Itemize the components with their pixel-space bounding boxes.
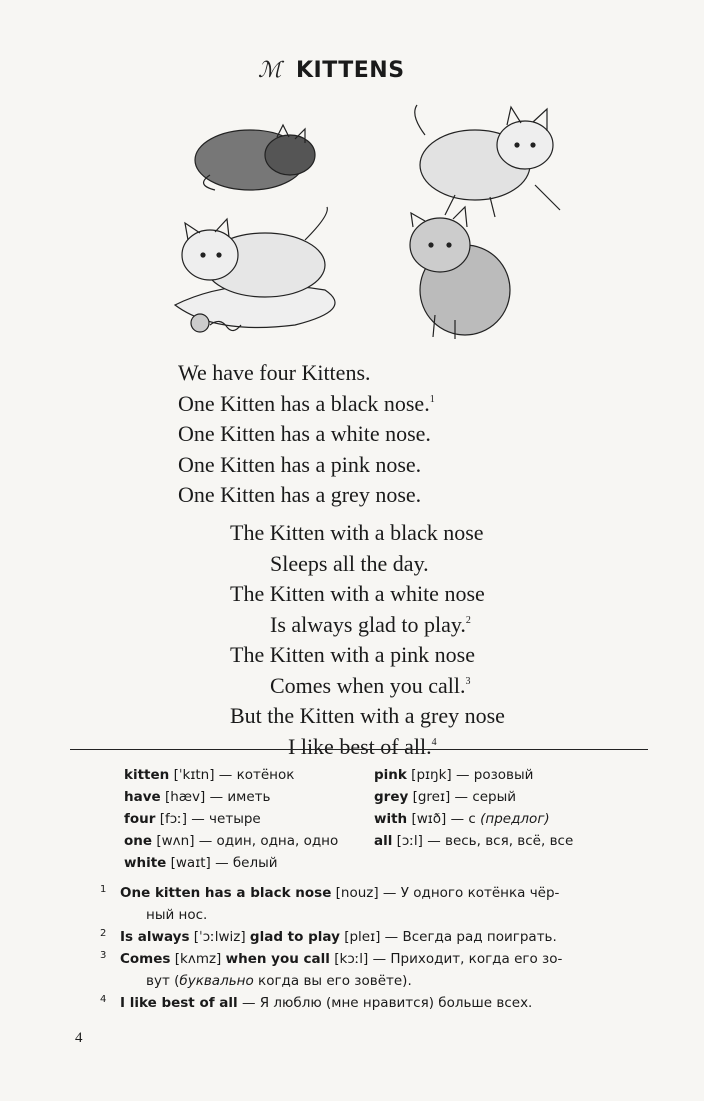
vocabulary-right-column [374,764,573,852]
poem-line: One Kitten has a pink nose. [178,451,422,477]
poem-line: Sleeps all the day. [270,550,429,576]
poem-line: Comes when you call.$^3$ [270,672,471,698]
footnote: 4 I like best of all — Я люблю (мне нравится) больше всех. [100,994,533,1011]
poem-line: The Kitten with a white nose [230,581,485,606]
playing-kitten-image [175,207,335,332]
poem-line: I like best of all.$^4$ [288,733,437,759]
sleeping-kitten-image [195,125,315,190]
poem-line: We have four Kittens. [178,360,371,385]
poem-line: One Kitten has a grey nose. [178,482,422,507]
check-mark: ℳ [258,58,282,83]
page-title: KITTENS [296,58,405,83]
poem-line: The Kitten with a pink nose [230,642,476,667]
vocab-entry: all [ɔːl] — весь, вся, всё, все [374,833,574,849]
vocab-entry: pink [pɪŋk] — розовый [374,767,534,783]
footnote: 2 Is always [ˈɔːlwiz] glad to play [pleɪ] — Всегда рад поиграть. [100,928,557,945]
poem-line: The Kitten with a black nose [230,520,484,545]
poem-stanza-2 [230,516,505,760]
poem-line: One Kitten has a black nose.$^1$ [178,390,435,416]
kittens-illustration [155,95,585,345]
vocab-entry: have [hæv] — иметь [124,789,271,805]
footnotes [100,882,660,1014]
vocab-entry: with [wɪð] — с (предлог) [374,811,550,827]
vocab-entry: grey [greɪ] — серый [374,789,517,805]
vocab-entry: kitten [ˈkɪtn] — котёнок [124,767,295,783]
poem-line: One Kitten has a white nose. [178,421,431,446]
vocabulary-left-column [124,764,338,874]
footnote: 1 One kitten has a black nose [nouz] — У одного котёнка чёр- ный нос. [100,884,560,923]
standing-kitten-image [415,105,560,217]
poem-stanza-1 [178,356,435,509]
poem-line: But the Kitten with a grey nose [230,703,505,728]
vocab-entry: white [waɪt] — белый [124,855,278,871]
poem-line: Is always glad to play.$^2$ [270,611,471,637]
divider-rule [70,749,648,750]
vocab-entry: one [wʌn] — один, одна, одно [124,833,339,849]
footnote: 3 Comes [kʌmz] when you call [kɔːl] — Приходит, когда его зо- вут (буквально когда вы его зовёте). [100,950,563,989]
page-number: 4 [75,1030,83,1046]
sitting-kitten-image [410,207,510,339]
vocab-entry: four [fɔː] — четыре [124,811,261,827]
